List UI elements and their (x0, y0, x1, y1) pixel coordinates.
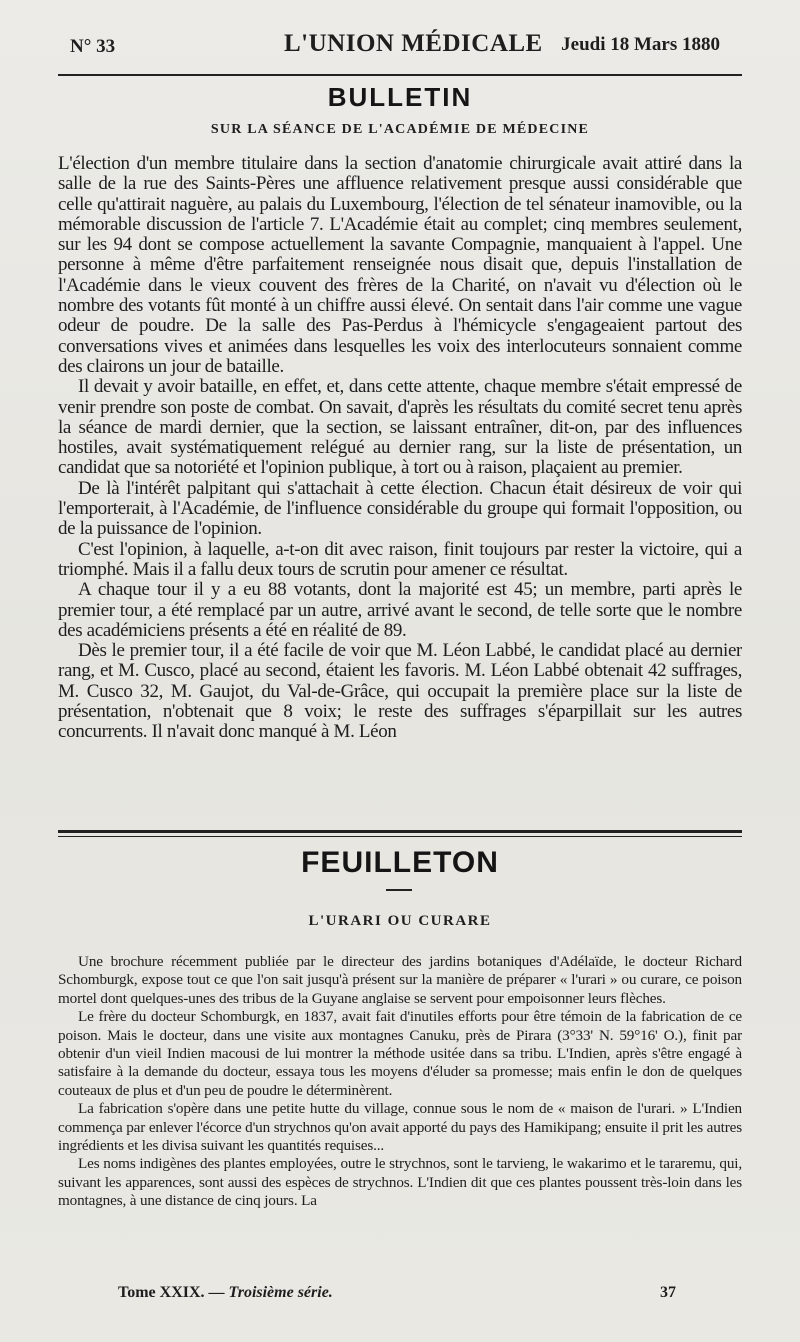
bulletin-article (58, 154, 742, 824)
bulletin-paragraph: Il devait y avoir bataille, en effet, et, dans cette attente, chaque membre s'était empressé de venir prendre son poste de combat. On savait, d'après les résultats du comité secret tenu après la séance de mardi dernier, que la section, se laissant entraîner, dit-on, par des influences hostiles, avait systématiquement relégué au dernier rang, sur la liste de présentation, un candidat que sa notoriété et l'opinion publique, à tort ou à raison, plaçaient au premier. (58, 376, 742, 479)
volume-label: Tome XXIX. — (118, 1284, 225, 1301)
feuilleton-article (58, 953, 742, 1283)
header-rule (58, 74, 742, 76)
feuilleton-paragraph: Une brochure récemment publiée par le directeur des jardins botaniques d'Adélaïde, le docteur Richard Schomburgk, expose tout ce que l'on sait jusqu'à présent sur la manière de préparer « l'urari » ou curare, ce poison mortel dont quelques-unes des tribus de la Guyane anglaise se servent pour empoisonner leurs flèches. (58, 953, 742, 1007)
bulletin-subtitle: SUR LA SÉANCE DE L'ACADÉMIE DE MÉDECINE (210, 122, 590, 137)
bulletin-paragraph: De là l'intérêt palpitant qui s'attachait à cette élection. Chacun était désireux de voir qui l'emporterait, à l'Académie, de l'influence considérable du groupe qui formait l'opposition, ou de la puissance de l'opinion. (58, 477, 742, 540)
bulletin-paragraph: Dès le premier tour, il a été facile de voir que M. Léon Labbé, le candidat placé au dernier rang, et M. Cusco, placé au second, étaient les favoris. M. Léon Labbé obtenait 42 suffrages, M. Cusco 32, M. Gaujot, du Val-de-Grâce, qui occupait la première place sur la liste de présentation, n'obtenait que 8 voix; le reste des suffrages s'éparpillait sur les autres concurrents. Il n'avait donc manqué à M. Léon (58, 640, 742, 743)
bulletin-title: BULLETIN (327, 82, 473, 112)
page-footer (118, 1284, 676, 1308)
issue-date: Jeudi 18 Mars 1880 (561, 34, 720, 55)
feuilleton-paragraph: Le frère du docteur Schomburgk, en 1837, avait fait d'inutiles efforts pour être témoin de la fabrication de ce poison. Mais le docteur, dans une visite aux montagnes Canuku, près de Pirara (3°33' N. 59°16' O.), finit par obtenir d'un vieil Indien macousi de lui montrer la méthode usitée dans sa tribu. L'Indien, après s'être engagé à satisfaire à la demande du docteur, essaya tous les moyens d'éluder sa promesse; mais enfin le don de quelques couteaux de plus et d'un peu de poudre le déterminèrent. (58, 1008, 742, 1099)
journal-title: L'UNION MÉDICALE (284, 30, 543, 57)
feuilleton-rule-thin (58, 836, 742, 837)
bulletin-paragraph: A chaque tour il y a eu 88 votants, dont la majorité est 45; un membre, parti après le premier tour, a été remplacé par un autre, arrivé avant le second, de telle sorte que le nombre des académiciens présents a été en réalité de 89. (58, 579, 742, 641)
series-label: Troisième série. (228, 1284, 333, 1301)
title-dash (386, 889, 412, 891)
feuilleton-paragraph: Les noms indigènes des plantes employées, outre le strychnos, sont le tarvieng, le wakarimo et le tararemu, qui, suivant les apparences, sont aussi des espèces de strychnos. L'Indien dit que ces plantes poussent très-loin dans les montagnes, à une distance de cinq jours. La (58, 1155, 742, 1210)
bulletin-paragraph: L'élection d'un membre titulaire dans la section d'anatomie chirurgicale avait attiré dans la salle de la rue des Saints-Pères une affluence relativement presque aussi considérable que celle qu'attirait naguère, au palais du Luxembourg, l'élection de tel sénateur inamovible, ou la mémorable discussion de l'article 7. L'Académie était au complet; cinq membres seulement, sur les 94 dont se compose actuellement la savante Compagnie, manquaient à l'appel. Une personne à même d'être parfaitement renseignée nous disait que, depuis l'installation de l'Académie dans le vieux couvent des frères de la Charité, on n'avait vu d'élection où le nombre des votants fût monté à un chiffre aussi élevé. On sentait dans l'air comme une vague odeur de poudre. De la salle des Pas-Perdus à l'hémicycle s'engageaient partout des conversations vives et animées dans lesquelles les voix des interlocuteurs sonnaient comme des clairons un jour de bataille. (58, 154, 742, 377)
page-header (70, 26, 720, 66)
page-number: 37 (660, 1284, 676, 1301)
bulletin-paragraph: C'est l'opinion, à laquelle, a-t-on dit avec raison, finit toujours par rester la victoire, qui a triomphé. Mais il a fallu deux tours de scrutin pour amener ce résultat. (58, 538, 742, 580)
feuilleton-paragraph: La fabrication s'opère dans une petite hutte du village, connue sous le nom de « maison de l'urari. » L'Indien commença par enlever l'écorce d'un strychnos qu'on avait apporté du pays des Hamikipang; ensuite il prit les autres ingrédients et les divisa suivant les quantités requises... (58, 1100, 742, 1155)
feuilleton-title: FEUILLETON (301, 846, 499, 879)
volume-info (118, 1284, 333, 1302)
issue-number: N° 33 (70, 36, 116, 57)
feuilleton-subtitle: L'URARI OU CURARE (308, 913, 492, 929)
feuilleton-rule (58, 830, 742, 833)
